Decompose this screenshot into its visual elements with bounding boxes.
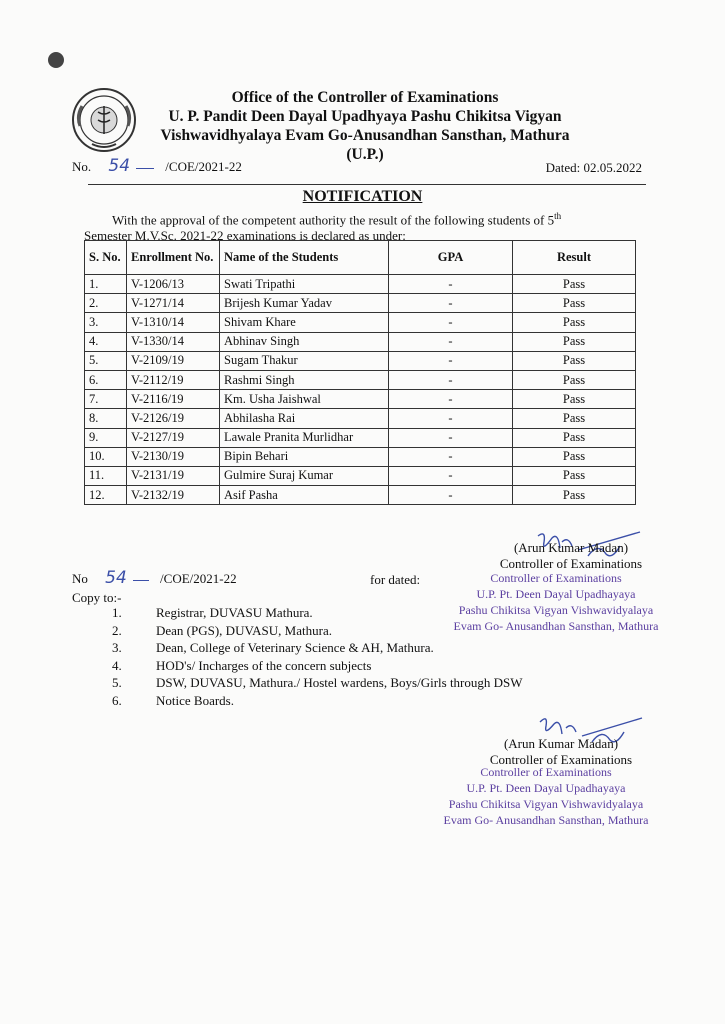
cell-gpa: -	[389, 313, 513, 332]
cell-name: Sugam Thakur	[220, 351, 389, 370]
intro-text-line1: With the approval of the competent authority the result of the following students of 5	[112, 212, 555, 228]
list-item-number: 6.	[112, 692, 122, 708]
cell-result: Pass	[513, 351, 636, 370]
signatory-name-2: (Arun Kumar Madan)	[503, 736, 619, 751]
copy-suffix: /COE/2021-22	[160, 571, 237, 586]
results-table-body	[85, 275, 636, 505]
letterhead	[140, 88, 590, 164]
cell-result: Pass	[513, 466, 636, 485]
copy-prefix: No	[72, 571, 88, 586]
copy-handwritten-number: 54	[105, 568, 127, 588]
cell-sno: 8.	[85, 409, 127, 428]
cell-sno: 5.	[85, 351, 127, 370]
reference-number	[72, 156, 242, 176]
cell-sno: 11.	[85, 466, 127, 485]
handwritten-dash	[136, 168, 154, 169]
copy-handwritten-dash	[133, 580, 149, 581]
cell-gpa: -	[389, 428, 513, 447]
cell-name: Swati Tripathi	[220, 275, 389, 294]
header-name: Name of the Students	[220, 241, 389, 275]
cell-name: Lawale Pranita Murlidhar	[220, 428, 389, 447]
list-item	[112, 657, 523, 675]
cell-result: Pass	[513, 332, 636, 351]
header-sno: S. No.	[85, 241, 127, 275]
table-row	[85, 390, 636, 409]
cell-sno: 7.	[85, 390, 127, 409]
signatory-title-1: Controller of Examinations	[499, 556, 643, 571]
list-item	[112, 674, 523, 692]
cell-enrollment: V-2109/19	[127, 351, 220, 370]
cell-enrollment: V-2112/19	[127, 370, 220, 389]
cell-gpa: -	[389, 466, 513, 485]
header-result: Result	[513, 241, 636, 275]
cell-sno: 12.	[85, 486, 127, 505]
cell-enrollment: V-2126/19	[127, 409, 220, 428]
header-enrollment: Enrollment No.	[127, 241, 220, 275]
notification-date: Dated: 02.05.2022	[545, 160, 642, 175]
cell-enrollment: V-1310/14	[127, 313, 220, 332]
table-row	[85, 428, 636, 447]
cell-name: Shivam Khare	[220, 313, 389, 332]
cell-sno: 2.	[85, 294, 127, 313]
list-item-text: Dean (PGS), DUVASU, Mathura.	[156, 622, 332, 638]
cell-result: Pass	[513, 275, 636, 294]
table-row	[85, 294, 636, 313]
table-header-row	[85, 241, 636, 275]
notification-title: NOTIFICATION	[302, 188, 423, 205]
list-item	[112, 639, 523, 657]
cell-enrollment: V-2131/19	[127, 466, 220, 485]
cell-gpa: -	[389, 294, 513, 313]
cell-result: Pass	[513, 447, 636, 466]
cell-name: Gulmire Suraj Kumar	[220, 466, 389, 485]
cell-enrollment: V-2130/19	[127, 447, 220, 466]
list-item-text: Notice Boards.	[156, 692, 234, 708]
cell-name: Km. Usha Jaishwal	[220, 390, 389, 409]
notification-intro	[84, 208, 644, 244]
cell-result: Pass	[513, 409, 636, 428]
copy-to-label: Copy to:-	[72, 590, 122, 605]
cell-name: Asif Pasha	[220, 486, 389, 505]
punch-hole	[48, 52, 64, 68]
list-item	[112, 692, 523, 710]
cell-result: Pass	[513, 294, 636, 313]
cell-enrollment: V-2116/19	[127, 390, 220, 409]
copy-for-dated: for dated:	[370, 572, 421, 587]
list-item-text: DSW, DUVASU, Mathura./ Hostel wardens, Boys/Girls through DSW	[156, 675, 523, 690]
table-row	[85, 351, 636, 370]
signatory-title-2: Controller of Examinations	[489, 752, 633, 767]
table-row	[85, 409, 636, 428]
university-emblem-icon	[70, 86, 138, 154]
results-table	[84, 240, 636, 505]
cell-enrollment: V-2127/19	[127, 428, 220, 447]
copy-recipient-list	[112, 604, 523, 709]
cell-gpa: -	[389, 351, 513, 370]
list-item-text: Registrar, DUVASU Mathura.	[156, 605, 313, 620]
table-row	[85, 332, 636, 351]
cell-gpa: -	[389, 275, 513, 294]
cell-result: Pass	[513, 428, 636, 447]
stamp2-line3: Pashu Chikitsa Vigyan Vishwavidyalaya	[448, 797, 644, 811]
table-row	[85, 370, 636, 389]
header-gpa: GPA	[389, 241, 513, 275]
reference-suffix: /COE/2021-22	[165, 159, 242, 174]
list-item	[112, 622, 523, 640]
signatory-name-1: (Arun Kumar Madan)	[513, 540, 629, 555]
intro-text-line2: Semester M.V.Sc. 2021-22 examinations is declared as under:	[84, 228, 406, 244]
copy-reference-number	[72, 568, 237, 588]
cell-gpa: -	[389, 332, 513, 351]
cell-gpa: -	[389, 447, 513, 466]
cell-sno: 4.	[85, 332, 127, 351]
stamp1-line1: Controller of Examinations	[490, 571, 622, 585]
stamp2-line2: U.P. Pt. Deen Dayal Upadhayaya	[466, 781, 626, 795]
list-item-text: Dean, College of Veterinary Science & AH, Mathura.	[156, 640, 434, 655]
handwritten-number: 54	[108, 156, 131, 176]
cell-sno: 10.	[85, 447, 127, 466]
list-item-number: 2.	[112, 622, 122, 638]
cell-name: Abhilasha Rai	[220, 409, 389, 428]
cell-name: Rashmi Singh	[220, 370, 389, 389]
list-item-number: 4.	[112, 657, 122, 673]
table-row	[85, 486, 636, 505]
reference-prefix: No.	[72, 159, 92, 174]
letterhead-office: Office of the Controller of Examinations	[231, 89, 499, 106]
cell-sno: 3.	[85, 313, 127, 332]
cell-name: Brijesh Kumar Yadav	[220, 294, 389, 313]
cell-result: Pass	[513, 313, 636, 332]
official-stamp-2	[430, 764, 662, 828]
cell-result: Pass	[513, 486, 636, 505]
letterhead-address: Vishwavidhyalaya Evam Go-Anusandhan Sansthan, Mathura (U.P.)	[160, 127, 570, 163]
cell-result: Pass	[513, 370, 636, 389]
cell-gpa: -	[389, 409, 513, 428]
list-item-text: HOD's/ Incharges of the concern subjects	[156, 657, 372, 673]
list-item-number: 1.	[112, 605, 122, 620]
cell-sno: 1.	[85, 275, 127, 294]
cell-result: Pass	[513, 390, 636, 409]
list-item-number: 3.	[112, 640, 122, 655]
table-row	[85, 466, 636, 485]
stamp2-line1: Controller of Examinations	[480, 765, 612, 779]
cell-sno: 9.	[85, 428, 127, 447]
table-row	[85, 275, 636, 294]
cell-enrollment: V-1206/13	[127, 275, 220, 294]
list-item	[112, 604, 523, 622]
cell-enrollment: V-1330/14	[127, 332, 220, 351]
cell-gpa: -	[389, 370, 513, 389]
cell-enrollment: V-2132/19	[127, 486, 220, 505]
cell-name: Abhinav Singh	[220, 332, 389, 351]
stamp1-line3: Pashu Chikitsa Vigyan Vishwavidyalaya	[458, 603, 654, 617]
signature-block-1	[486, 540, 656, 572]
intro-superscript: th	[554, 211, 562, 221]
cell-gpa: -	[389, 486, 513, 505]
stamp1-line4: Evam Go- Anusandhan Sansthan, Mathura	[453, 619, 659, 633]
cell-gpa: -	[389, 390, 513, 409]
list-item-number: 5.	[112, 675, 122, 690]
cell-name: Bipin Behari	[220, 447, 389, 466]
table-row	[85, 447, 636, 466]
cell-enrollment: V-1271/14	[127, 294, 220, 313]
cell-sno: 6.	[85, 370, 127, 389]
header-divider	[88, 184, 646, 185]
letterhead-university: U. P. Pandit Deen Dayal Upadhyaya Pashu Chikitsa Vigyan	[168, 108, 562, 125]
stamp1-line2: U.P. Pt. Deen Dayal Upadhayaya	[476, 587, 636, 601]
table-row	[85, 313, 636, 332]
stamp2-line4: Evam Go- Anusandhan Sansthan, Mathura	[443, 813, 649, 827]
